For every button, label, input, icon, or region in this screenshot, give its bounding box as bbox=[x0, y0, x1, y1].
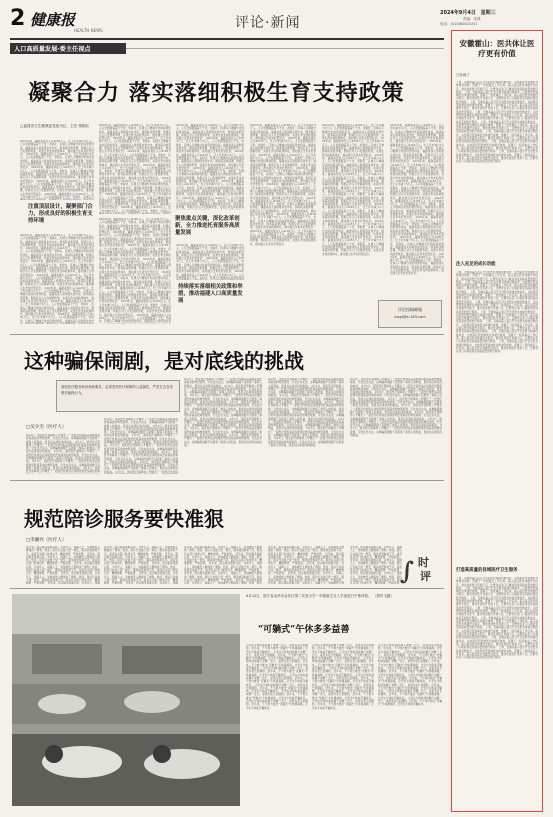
lead-text: 面临医疗服务新形势新要求，必须坚持医疗保障的公益属性，严厉打击各类欺诈骗保行为。 bbox=[61, 385, 173, 395]
article-body-col3: 9月3日，国家医疗保障局公开曝光了一起医疗机构违法违规使用医保基金的典型案例，引发社会关注。这种骗保闹剧不仅损害了参保人的利益，更是对法律底线的挑战。 9月3日，国家医疗保障局公开曝光了一起医疗机构违法违规使用医保基金的典型案例，引发社会关注。这种骗保闹剧不仅损害了参保人的利益，更是对法律底线的挑战。 9月3日，国家医疗保障局公开曝光了一起医疗机构违法违规使用医保基金的典型案例，引发社会关注。这种骗保闹剧不仅损害了参保人的利益，更是对法律底线的挑战。 9月3日，国家医疗保障局公开曝光了一起医疗机构违法违规使用医保基金的典型案例，引发社会关注。这种骗保闹剧不仅损害了参保人的利益，更是对法律底线的挑战。 9月3日，国家医疗保障局公开曝光了一起医疗机构违法违规使用医保基金的典型案例，引发社会关注。这种骗保闹剧不仅损害了参保人的利益，更是对法律底线的挑战。 9月3日，国家医疗保障局公开曝光了一起医疗机构违法违规使用医保基金的典型案例，引发社会关注。这种骗保闹剧不仅损害了参保人的利益，更是对法律底线的挑战。 9月3日，国家医疗保障局公开曝光了一起医疗机构违法违规使用医保基金的典型案例，引发社会关注。这种骗保闹剧不仅损害了参保人的利益，更是对法律底线的挑战。 9月3日，国家医疗保障局公开曝光了一起医疗机构违法违规使用医保基金的典型案例，引发社会关注。这种骗保闹剧不仅损害了参保人的利益，更是对法律底线的挑战。 bbox=[184, 378, 262, 447]
article-body-col5: 9月3日，国家医疗保障局公开曝光了一起医疗机构违法违规使用医保基金的典型案例，引发社会关注。这种骗保闹剧不仅损害了参保人的利益，更是对法律底线的挑战。 9月3日，国家医疗保障局公开曝光了一起医疗机构违法违规使用医保基金的典型案例，引发社会关注。这种骗保闹剧不仅损害了参保人的利益，更是对法律底线的挑战。 9月3日，国家医疗保障局公开曝光了一起医疗机构违法违规使用医保基金的典型案例，引发社会关注。这种骗保闹剧不仅损害了参保人的利益，更是对法律底线的挑战。 9月3日，国家医疗保障局公开曝光了一起医疗机构违法违规使用医保基金的典型案例，引发社会关注。这种骗保闹剧不仅损害了参保人的利益，更是对法律底线的挑战。 9月3日，国家医疗保障局公开曝光了一起医疗机构违法违规使用医保基金的典型案例，引发社会关注。这种骗保闹剧不仅损害了参保人的利益，更是对法律底线的挑战。 9月3日，国家医疗保障局公开曝光了一起医疗机构违法违规使用医保基金的典型案例，引发社会关注。这种骗保闹剧不仅损害了参保人的利益，更是对法律底线的挑战。 9月3日，国家医疗保障局公开曝光了一起医疗机构违法违规使用医保基金的典型案例，引发社会关注。这种骗保闹剧不仅损害了参保人的利益，更是对法律底线的挑战。 9月3日，国家医疗保障局公开曝光了一起医疗机构违法违规使用医保基金的典型案例，引发社会关注。这种骗保闹剧不仅损害了参保人的利益，更是对法律底线的挑战。 bbox=[350, 378, 442, 438]
paper-name: 健康报 bbox=[30, 11, 76, 29]
article-body-col5: 近年来，陪诊服务逐渐兴起，为老年人、残障人士、异地就医人群提供了便利。然而，陪诊行业缺乏统一规范，服务质量参差不齐，亟需有关部门快速出手、精准施策、严格监管。 近年来，陪诊服务逐渐兴起，为老年人、残障人士、异地就医人群提供了便利。然而，陪诊行业缺乏统一规范，服务质量参差不齐，亟需有关部门快速出手、精准施策、严格监管。 近年来，陪诊服务逐渐兴起，为老年人、残障人士、异地就医人群提供了便利。然而，陪诊行业缺乏统一规范，服务质量参差不齐，亟需有关部门快速出手、精准施策、严格监管。 bbox=[350, 546, 402, 584]
weekday: 星期三 bbox=[480, 10, 496, 16]
logo-mark-icon: ∫ bbox=[400, 556, 414, 585]
article-body-col1: 9月3日，国家医疗保障局公开曝光了一起医疗机构违法违规使用医保基金的典型案例，引发社会关注。这种骗保闹剧不仅损害了参保人的利益，更是对法律底线的挑战。 9月3日，国家医疗保障局公开曝光了一起医疗机构违法违规使用医保基金的典型案例，引发社会关注。这种骗保闹剧不仅损害了参保人的利益，更是对法律底线的挑战。 9月3日，国家医疗保障局公开曝光了一起医疗机构违法违规使用医保基金的典型案例，引发社会关注。这种骗保闹剧不仅损害了参保人的利益，更是对法律底线的挑战。 9月3日，国家医疗保障局公开曝光了一起医疗机构违法违规使用医保基金的典型案例，引发社会关注。这种骗保闹剧不仅损害了参保人的利益，更是对法律底线的挑战。 9月3日，国家医疗保障局公开曝光了一起医疗机构违法违规使用医保基金的典 bbox=[26, 434, 100, 474]
article-body-col1: 2023年来，福建省常住人口4183万人，比上年末减少5万人。人口发展面临着少子化、老龄化、区域人口增减分化的趋势性特征。福建省深入贯彻落实党中央、国务院决策部署，积极应对人口发展新形势，完善生育支持政策体系，推动建立生育友好型社会。 2023年来，福建省常住人口4183万人，比上年末减少5万人。人口发展面临着少子化、老龄化、区域人口增减分化的趋势性特征。福建省深入贯彻落实党中央、国务院决策部署，积极应对人口发展新形势，完善生育支持政策体系，推动建立生育友好型社会。 2023年来，福建省常住人口4183万人，比上年末减少5万人。人口发展面临着少子化、老龄化、区域人口增减分化的趋势性特征。福建省深入贯彻落实党中央、国务院决策部署，积极应对人口发展新形势，完善生育支持政策体系，推动建立生育友好型社会。 2023年来，福建省常住人口4183万人，比上年末减少5万人。人口发展面临着少子化、老龄化、区域人口增减分化的趋势性特征。福建省深入贯彻落实党中央、国务院决策部署，积极应对人口发展新形势，完善生育支持政策体系，推动建立生育友好型社会。 2023年来，福建省常住人口4183万人，比上年末减少5万人。人口发展面临着少子化、老龄化、区域人口 bbox=[20, 140, 94, 200]
photo-caption bbox=[246, 594, 442, 599]
article-separator bbox=[10, 480, 444, 481]
section-banner bbox=[10, 43, 126, 54]
article-title: 规范陪诊服务要快准狠 bbox=[24, 507, 224, 531]
article-2 bbox=[10, 338, 444, 478]
article-body-col1: 近年来，陪诊服务逐渐兴起，为老年人、残障人士、异地就医人群提供了便利。然而，陪诊行业缺乏统一规范，服务质量参差不齐，亟需有关部门快速出手、精准施策、严格监管。 近年来，陪诊服务逐渐兴起，为老年人、残障人士、异地就医人群提供了便利。然而，陪诊行业缺乏统一规范，服务质量参差不齐，亟需有关部门快速出手、精准施策、严格监管。 近年来，陪诊服务逐渐兴起，为老年人、残障人士、异地就医人群提供了便利。然而，陪诊行业缺乏统一规范，服务质量参差不齐，亟需有关部门快速出手、精准施策、严格监管。 近年来，陪诊服务逐渐兴起，为老年人、残障人士、异地就医人群提供了便利。然而，陪诊行业缺乏统一规范，服务质量参差不齐，亟需有关部门快速出手、精准施策、严格监管。 近年来，陪诊服务逐渐兴起，为老年人、残障 bbox=[26, 546, 100, 584]
photo-feature bbox=[10, 592, 444, 810]
article-3 bbox=[10, 484, 444, 586]
feature-title: “可躺式”午休多多益善 bbox=[258, 625, 350, 635]
editor-line: 责编：宋燕 bbox=[463, 17, 481, 21]
editor-box-label: 评论投稿邮箱 bbox=[398, 307, 422, 312]
logo-char-1: 时 bbox=[418, 556, 429, 569]
date: 2024年9月4日 bbox=[440, 10, 476, 16]
sidebar-title: 安徽霍山：医共体让医疗更有价值 bbox=[459, 39, 535, 58]
feature-body-col2: 小学生午休时间能躺下来睡一会儿，是很多家长的期盼。近年来，不少地方推出“可躺式”午休课桌椅，让学生午休能平躺休息。 小学生午休时间能躺下来睡一会儿，是很多家长的期盼。近年来，不少地方推出“可躺式”午休课桌椅，让学生午休能平躺休息。 小学生午休时间能躺下来睡一会儿，是很多家长的期盼。近年来，不少地方推出“可躺式”午休课桌椅，让学生午休能平躺休息。 小学生午休时间能躺下来睡一会儿，是很多家长的期盼。近年来，不少地方推出“可躺式”午休课桌椅，让学生午休能平躺休息。 小学生午休时间能躺下来睡一会儿，是很多家长的期盼。近年来，不少地方推出“可躺式”午休课桌椅，让学生午休能平躺休息。 小学生午休时间能躺下来睡一会儿，是很多家长的期盼。近年来，不少地方推出“可躺式”午休课桌椅，让学生午休能平躺休息。 小学生午休时间能躺下来睡一会儿，是很多家长的期盼。近年来，不少地方推出“可躺式”午休课桌椅，让学生午休能平躺休息。 小学生午休时间能躺下来睡一会儿，是很多家长的期盼。近年来，不少地方推出“可躺式”午休课桌椅，让学生午休能平躺休息。 bbox=[312, 644, 374, 710]
column-logo bbox=[400, 550, 444, 584]
sidebar-article[interactable] bbox=[451, 30, 543, 812]
article-body-col3: 2023年来，福建省常住人口4183万人，比上年末减少5万人。人口发展面临着少子化、老龄化、区域人口增减分化的趋势性特征。福建省深入贯彻落实党中央、国务院决策部署，积极应对人口发展新形势，完善生育支持政策体系，推动建立生育友好型社会。 2023年来，福建省常住人口4183万人，比上年末减少5万人。人口发展面临着少子化、老龄化、区域人口增减分化的趋势性特征。福建省深入贯彻落实党中央、国务院决策部署，积极应对人口发展新形势，完善生育支持政策体系，推动建立生育友好型社会。 2023年来，福建省常住人口4183万人，比上年末减少5万人。人口发展面临着少子化、老龄化、区域人口增减分化的趋势性特征。福建省深入贯彻落实党中央、国务院决策部署，积极应对人口发展新形势，完善生育支持政策体系，推动建立生育友好型社会。 2023年来，福建省常住人口4183万人，比上年末减少5万人。人口发展面临着少子化、老龄化、区域人口增减分化的趋势性特征。福建省深入贯彻落实党中央、国务院决策部署，积极应对人口发展新形势，完善生育支持政策体系，推动建立生育友好型社会。 2023年来，福建省常住人口4183万人，比上年末减少5万人。人口发展面临着少子化、老龄化、区域人口增减分化的趋势性特征。福建省深入贯彻落实党中央、国务院决策部署，积极应对人口发展新形势，完善生育支持政策体系，推动建立生育友好型社会。 2023年来，福建省常住人口4183万人，比上年末减少5万人。人口发展面临着少子化、老龄化、区域人口增减分化的趋势性特征。福建省深入贯彻落实党中央、国务院决策部署，积极应对人口发展新形势，完善生育支持政策体 bbox=[176, 124, 244, 210]
caption-credit: （胡肖飞摄） bbox=[372, 594, 394, 598]
article-body-col3b: 2023年来，福建省常住人口4183万人，比上年末减少5万人。人口发展面临着少子化、老龄化、区域人口增减分化的趋势性特征。福建省深入贯彻落实党中央、国务院决策部署，积极应对人口发展新形势，完善生育支持政策体系，推动建立生育友好型社会。 2023年来，福建省常住人口4183万人，比上年末减少5万人。人口发展面临着少子化、老龄化、区域人口增减分化的趋势性特征。福建省深入贯彻落实党中央、国务院决策部署，积极应对人口发展新形势，完善生育支持政策体系，推动建立生育友好型社会。 2023年来，福建省常住人口4183万人，比上年末减少5万人。人口发展面临着少子化、老龄化、区域人口增减分化的趋势性特 bbox=[176, 244, 244, 280]
feature-body-col3: 小学生午休时间能躺下来睡一会儿，是很多家长的期盼。近年来，不少地方推出“可躺式”午休课桌椅，让学生午休能平躺休息。 小学生午休时间能躺下来睡一会儿，是很多家长的期盼。近年来，不少地方推出“可躺式”午休课桌椅，让学生午休能平躺休息。 小学生午休时间能躺下来睡一会儿，是很多家长的期盼。近年来，不少地方推出“可躺式”午休课桌椅，让学生午休能平躺休息。 小学生午休时间能躺下来睡一会儿，是很多家长的期盼。近年来，不少地方推出“可躺式”午休课桌椅，让学生午休能平躺休息。 小学生午休时间能躺下来睡一会儿，是很多家长的期盼。近年来，不少地方推出“可躺式”午休课桌椅，让学生午休能平躺休息。 小学生午休时间能躺下来睡一会儿，是很多家长的期盼。近年来，不少地方推出“可躺式”午休课桌椅，让学生午休能平躺休息。 小学生午休时间能躺下来睡一会儿，是很多家长的期盼。近年来，不少地方推出“可躺式”午休课桌椅，让学生午休能平躺休息。 小学生午休时间能躺下来睡一会儿，是很多家长的期盼。近年来，不少地方推出“可躺式”午休课桌椅，让学生午休能平躺休息。 bbox=[378, 644, 442, 707]
article-author: □李湘亮（医疗人） bbox=[26, 538, 67, 543]
sidebar-author: □孙雨丁 bbox=[456, 73, 470, 77]
logo-char-2: 评 bbox=[420, 570, 431, 583]
article-title: 这种骗保闹剧，是对底线的挑战 bbox=[24, 349, 304, 373]
article-1 bbox=[10, 56, 444, 331]
article-separator bbox=[10, 588, 444, 589]
issue-date bbox=[440, 9, 496, 16]
feature-photo bbox=[12, 594, 240, 806]
article-separator bbox=[10, 334, 444, 335]
editor-box bbox=[378, 300, 442, 328]
sidebar-subhead: 打造高质量的县域医疗卫生服务 bbox=[456, 568, 518, 573]
article-body-col1b: 2023年来，福建省常住人口4183万人，比上年末减少5万人。人口发展面临着少子化、老龄化、区域人口增减分化的趋势性特征。福建省深入贯彻落实党中央、国务院决策部署，积极应对人口发展新形势，完善生育支持政策体系，推动建立生育友好型社会。 2023年来，福建省常住人口4183万人，比上年末减少5万人。人口发展面临着少子化、老龄化、区域人口增减分化的趋势性特征。福建省深入贯彻落实党中央、国务院决策部署，积极应对人口发展新形势，完善生育支持政策体系，推动建立生育友好型社会。 2023年来，福建省常住人口4183万人，比上年末减少5万人。人口发展面临着少子化、老龄化、区域人口增减分化的趋势性特征。福建省深入贯彻落实党中央、国务院决策部署，积极应对人口发展新形势，完善生育支持政策体系，推动建立生育友好型社会。 2023年来，福建省常住人口4183万人，比上年末减少5万人。人口发展面临着少子化、老龄化、区域人口增减分化的趋势性特征。福建省深入贯彻落实党中央、国务院决策部署，积极应对人口发展新形势，完善生育支持政策体系，推动建立生育友好型社会。 2023年来，福建省常住人口4183万人，比上年末减少5万人。人口发展面临着少子化、老龄化、区域人口增减分化的趋势性特征。福建省深入贯彻落实党中央、国务院决策部署，积极应对人口发展新形势，完善生育支持政策体系，推动建立生育友好型社会。 2023年来，福建省常住人口4183万人，比上年末减少5万人。人口发展面临着少子化、老龄化、区域人口增减分化的趋势性特征。福建省深入贯彻落实党中央、国务院决策部署，积极应对人口发展新形势，完善生育支持政策体系，推动建立生育友好型社会。 2023年来，福建省常住人口4183万人，比上年末减少5万人。人口发展面临着少子化、老龄化、区域人口增减分化的趋势性特征。福建省深入贯彻落实党中 bbox=[20, 234, 94, 323]
article-author: □吴少杰（医疗人） bbox=[26, 425, 67, 430]
article-subhead: 持续落实落细相关政策和举措，推动福建人口高质量发展 bbox=[178, 284, 243, 304]
article-body-col2b: 2023年来，福建省常住人口4183万人，比上年末减少5万人。人口发展面临着少子化、老龄化、区域人口增减分化的趋势性特征。福建省深入贯彻落实党中央、国务院决策部署，积极应对人口发展新形势，完善生育支持政策体系，推动建立生育友好型社会。 2023年来，福建省常住人口4183万人，比上年末减少5万人。人口发展面临着少子化、老龄化、区域人口增减分化的趋势性特征。福建省深入贯彻落实党中央、国务院决策部署，积极应对人口发展新形势，完善生育支持政策体系，推动建立生育友好型社会。 2023年来，福建省常住人口4183万人，比上年末减少5万人。人口发展面临着少子化、老龄化、区域人口增减分化的趋势性特征。福建省深入贯彻落实党中央、国务院决策部署，积极应对人口发展新形势，完善生育支持政策体系，推动建立生育友好型社会。 2023年来，福建省常住人口4183万人，比上年末减少5万人。人口发展面临着少子化、老龄化、区域人口增减分化的趋势性特征。福建省深入贯彻落实党中央、国务院决策部署，积极应对人口发展新形势，完善生育支持政策体系，推动建立生育友好型社会。 2023年来，福建省常住人口4183万人，比上年末减少5万人。人口发展面临着少子化、老龄化、区域人口增减分化的趋势性特征。福建省深入贯彻落实党中央、国务院决策部署，积极应对人口发展新形势，完善生育支持政策体系，推动建立生育友好型社会。 2023年来，福建省常住人口4183万人，比上年末减少5万人。人口发展面临着少子化、老龄化、区域人口增减分化的趋势性特征。福建省深入贯彻落实党中央、国务院决策部署，积极应对人口发展新形势，完善生育支持政策体系，推动建立生育友好型社会。 2023年来，福建省常住人口4183万人，比上年末减少5万人。人口发展面临着少子化、老龄化、区域人口增减分化的趋势性特征。福建省深入贯彻落实党中央、国务院决策部署，积极应对人口发展新形势，完善生育支持政策体系，推动建立生育友好型社会。 2023年来，福建省常住人口4183万人，比上年末减少5万人。人口发展面临着少子化、老龄化、区域人口增减分化的趋势性特征。福建省深入贯彻落实党 bbox=[99, 218, 171, 324]
article-title: 凝聚合力 落实落细积极生育支持政策 bbox=[28, 80, 405, 106]
banner-label: 人口高质量发展·委主任视点 bbox=[14, 46, 91, 53]
article-body-col3: 近年来，陪诊服务逐渐兴起，为老年人、残障人士、异地就医人群提供了便利。然而，陪诊行业缺乏统一规范，服务质量参差不齐，亟需有关部门快速出手、精准施策、严格监管。 近年来，陪诊服务逐渐兴起，为老年人、残障人士、异地就医人群提供了便利。然而，陪诊行业缺乏统一规范，服务质量参差不齐，亟需有关部门快速出手、精准施策、严格监管。 近年来，陪诊服务逐渐兴起，为老年人、残障人士、异地就医人群提供了便利。然而，陪诊行业缺乏统一规范，服务质量参差不齐，亟需有关部门快速出手、精准施策、严格监管。 近年来，陪诊服务逐渐兴起，为老年人、残障人士、异地就医人群提供了便利。然而，陪诊行业缺乏统一规范，服务质量参差不齐，亟需有关部门快速出手、精准施策、严格监管。 近年来，陪诊服务逐渐兴起，为老年人、残障人士、异地就医人群提供了便利。然而，陪诊 bbox=[184, 546, 262, 584]
section-title: 评论·新闻 bbox=[235, 15, 301, 31]
article-body-col5: 2023年来，福建省常住人口4183万人，比上年末减少5万人。人口发展面临着少子化、老龄化、区域人口增减分化的趋势性特征。福建省深入贯彻落实党中央、国务院决策部署，积极应对人口发展新形势，完善生育支持政策体系，推动建立生育友好型社会。 2023年来，福建省常住人口4183万人，比上年末减少5万人。人口发展面临着少子化、老龄化、区域人口增减分化的趋势性特征。福建省深入贯彻落实党中央、国务院决策部署，积极应对人口发展新形势，完善生育支持政策体系，推动建立生育友好型社会。 2023年来，福建省常住人口4183万人，比上年末减少5万人。人口发展面临着少子化、老龄化、区域人口增减分化的趋势性特征。福建省深入贯彻落实党中央、国务院决策部署，积极应对人口发展新形势，完善生育支持政策体系，推动建立生育友好型社会。 2023年来，福建省常住人口4183万人，比上年末减少5万人。人口发展面临着少子化、老龄化、区域人口增减分化的趋势性特征。福建省深入贯彻落实党中央、国务院决策部署，积极应对人口发展新形势，完善生育支持政策体系，推动建立生育友好型社会。 2023年来，福建省常住人口4183万人，比上年末减少5万人。人口发展面临着少子化、老龄化、区域人口增减分化的趋势性特征。福建省深入贯彻落实党中央、国务院决策部署，积极应对人口发展新形势，完善生育支持政策体系，推动建立生育友好型社会。 2023年来，福建省常住人口4183万人，比上年末减少5万人。人口发展面临着少子化、老龄化、区域人口增减分化的趋势性特征。福建省深入贯彻落实党中央、国务院决策部署，积极应对人口发展新形势，完善生育支持政策体系，推动建立生育友好型社会。 2023年来，福建省常住人口4183万人，比上年末减少5万人。人口发展面临着少子化、老龄化、区域人口增减分化的趋势性特征。福建省深入贯彻落实党中央、国务院决策部署，积极应对人口发展新形势，完善生育支持政策体系，推动建立生育友好型社会。 2023年来，福建省常住人口4183万人，比上年末减少5万人。人口发展面临着少子化、老龄化、区域人口增减分化的趋势性特征。福建省深入贯彻落实党中央、国务院决策部署，积极应对人口发展新形势，完善生育支持政策体系，推动建立生育友好型社会。 bbox=[322, 124, 384, 256]
article-subhead: 注重顶层设计，凝聚部门合力，形成良好的积极生育支持环境 bbox=[28, 204, 93, 224]
article-body-col4: 近年来，陪诊服务逐渐兴起，为老年人、残障人士、异地就医人群提供了便利。然而，陪诊行业缺乏统一规范，服务质量参差不齐，亟需有关部门快速出手、精准施策、严格监管。 近年来，陪诊服务逐渐兴起，为老年人、残障人士、异地就医人群提供了便利。然而，陪诊行业缺乏统一规范，服务质量参差不齐，亟需有关部门快速出手、精准施策、严格监管。 近年来，陪诊服务逐渐兴起，为老年人、残障人士、异地就医人群提供了便利。然而，陪诊行业缺乏统一规范，服务质量参差不齐，亟需有关部门快速出手、精准施策、严格监管。 近年来，陪诊服务逐渐兴起，为老年人、残障人士、异地就医人群提供了便利。然而，陪诊行业缺乏统一规范，服务质量参差不齐，亟需有关部门快速出手、精准施策、严格监管。 近年来，陪诊服务逐渐兴起，为老年人、残障人士、异地就医人群 bbox=[268, 546, 344, 584]
article-body-col4: 2023年来，福建省常住人口4183万人，比上年末减少5万人。人口发展面临着少子化、老龄化、区域人口增减分化的趋势性特征。福建省深入贯彻落实党中央、国务院决策部署，积极应对人口发展新形势，完善生育支持政策体系，推动建立生育友好型社会。 2023年来，福建省常住人口4183万人，比上年末减少5万人。人口发展面临着少子化、老龄化、区域人口增减分化的趋势性特征。福建省深入贯彻落实党中央、国务院决策部署，积极应对人口发展新形势，完善生育支持政策体系，推动建立生育友好型社会。 2023年来，福建省常住人口4183万人，比上年末减少5万人。人口发展面临着少子化、老龄化、区域人口增减分化的趋势性特征。福建省深入贯彻落实党中央、国务院决策部署，积极应对人口发展新形势，完善生育支持政策体系，推动建立生育友好型社会。 2023年来，福建省常住人口4183万人，比上年末减少5万人。人口发展面临着少子化、老龄化、区域人口增减分化的趋势性特征。福建省深入贯彻落实党中央、国务院决策部署，积极应对人口发展新形势，完善生育支持政策体系，推动建立生育友好型社会。 2023年来，福建省常住人口4183万人，比上年末减少5万人。人口发展面临着少子化、老龄化、区域人口增减分化的趋势性特征。福建省深入贯彻落实党中央、国务院决策部署，积极应对人口发展新形势，完善生育支持政策体系，推动建立生育友好型社会。 2023年来，福建省常住人口4183万人，比上年末减少5万人。人口发展面临着少子化、老龄化、区域人口增减分化的趋势性特征。福建省深入贯彻落实党中央、国务院决策部署，积极应对人口发展新形势，完善生育支持政策体系，推动建立生育友好型社会。 2023年来，福建省常住人口4183万人，比上年末减少5万人。人口发展面临着少子化、老龄化、区域人口增减分化的趋势性特征。福建省深入贯彻落实党中央、国务院决策部署，积极应对人口发展新形势，完善生育支持政策体系，推动建立生育友好型社会。 2023年来，福建省常住人口4183万人，比上年末减少5万人。人口发展面临着少子化、老龄化、区域人口增减分化的趋势性特征。福建省深入贯彻落实党中央、国务院决策部署，积极应对人口发展新形势，完善生育支持政策体系，推动建立生育友好型社会。 bbox=[250, 124, 316, 246]
article-body-col6: 2023年来，福建省常住人口4183万人，比上年末减少5万人。人口发展面临着少子化、老龄化、区域人口增减分化的趋势性特征。福建省深入贯彻落实党中央、国务院决策部署，积极应对人口发展新形势，完善生育支持政策体系，推动建立生育友好型社会。 2023年来，福建省常住人口4183万人，比上年末减少5万人。人口发展面临着少子化、老龄化、区域人口增减分化的趋势性特征。福建省深入贯彻落实党中央、国务院决策部署，积极应对人口发展新形势，完善生育支持政策体系，推动建立生育友好型社会。 2023年来，福建省常住人口4183万人，比上年末减少5万人。人口发展面临着少子化、老龄化、区域人口增减分化的趋势性特征。福建省深入贯彻落实党中央、国务院决策部署，积极应对人口发展新形势，完善生育支持政策体系，推动建立生育友好型社会。 2023年来，福建省常住人口4183万人，比上年末减少5万人。人口发展面临着少子化、老龄化、区域人口增减分化的趋势性特征。福建省深入贯彻落实党中央、国务院决策部署，积极应对人口发展新形势，完善生育支持政策体系，推动建立生育友好型社会。 2023年来，福建省常住人口4183万人，比上年末减少5万人。人口发展面临着少子化、老龄化、区域人口增减分化的趋势性特征。福建省深入贯彻落实党中央、国务院决策部署，积极应对人口发展新形势，完善生育支持政策体系，推动建立生育友好型社会。 2023年来，福建省常住人口4183万人，比上年末减少5万人。人口发展面临着少子化、老龄化、区域人口增减分化的趋势性特征。福建省深入贯彻落实党中央、国务院决策部署，积极应对人口发展新形势，完善生育支持政策体系，推动建立生育友好型社会。 2023年来，福建省常住人口4183万人，比上年末减少5万人。人口发展面临着少子化、老龄化、区域人口增减分化的趋势性特征。福建省深入贯彻落实党中央、国务院决策部署，积极应对人口发展新形势，完善生育支持政策体系，推动建立生育友好型社会。 2023年来，福建省常住人口4183万人，比上年末减少5万人。人口发展面临着少子化、老龄化、区域人口增减分化的趋势性特征。福建省深入贯彻落实党中央、国务院决策部署，积极应对人口发展新形势，完善生育支持政策体系，推动建立生育友好型社会。 bbox=[390, 124, 444, 276]
editor-box-email[interactable]: mzpl@e-163.com bbox=[394, 315, 426, 319]
masthead-rule bbox=[10, 38, 444, 40]
feature-body-col1: 小学生午休时间能躺下来睡一会儿，是很多家长的期盼。近年来，不少地方推出“可躺式”午休课桌椅，让学生午休能平躺休息。 小学生午休时间能躺下来睡一会儿，是很多家长的期盼。近年来，不少地方推出“可躺式”午休课桌椅，让学生午休能平躺休息。 小学生午休时间能躺下来睡一会儿，是很多家长的期盼。近年来，不少地方推出“可躺式”午休课桌椅，让学生午休能平躺休息。 小学生午休时间能躺下来睡一会儿，是很多家长的期盼。近年来，不少地方推出“可躺式”午休课桌椅，让学生午休能平躺休息。 小学生午休时间能躺下来睡一会儿，是很多家长的期盼。近年来，不少地方推出“可躺式”午休课桌椅，让学生午休能平躺休息。 小学生午休时间能躺下来睡一会儿，是很多家长的期盼。近年来，不少地方推出“可躺式”午休课桌椅，让学生午休能平躺休息。 小学生午休时间能躺下来睡一会儿，是很多家长的期盼。近年来，不少地方推出“可躺式”午休课桌椅，让学生午休能平躺休息。 小学生午休时间能躺下来睡一会儿，是很多家长的期盼。近年来，不少地方推出“可躺式”午休课桌椅，让学生午休能平躺休息。 bbox=[246, 644, 308, 710]
article-subhead: 聚焦重点关键，深化改革创新，全力推进托育服务高质量发展 bbox=[175, 216, 240, 236]
page-number: 2 bbox=[10, 6, 26, 31]
article-body-col2: 近年来，陪诊服务逐渐兴起，为老年人、残障人士、异地就医人群提供了便利。然而，陪诊行业缺乏统一规范，服务质量参差不齐，亟需有关部门快速出手、精准施策、严格监管。 近年来，陪诊服务逐渐兴起，为老年人、残障人士、异地就医人群提供了便利。然而，陪诊行业缺乏统一规范，服务质量参差不齐，亟需有关部门快速出手、精准施策、严格监管。 近年来，陪诊服务逐渐兴起，为老年人、残障人士、异地就医人群提供了便利。然而，陪诊行业缺乏统一规范，服务质量参差不齐，亟需有关部门快速出手、精准施策、严格监管。 近年来，陪诊服务逐渐兴起，为老年人、残障人士、异地就医人群提供了便利。然而，陪诊行业缺乏统一规范，服务质量参差不齐，亟需有关部门快速出手、精准施策、严格监管。 近年来，陪诊服务逐渐兴起，为老年人、残障 bbox=[104, 546, 178, 584]
banner-line bbox=[126, 48, 444, 49]
sidebar-body-2: 上周，安徽省霍山县召开全县医共体建设推进会，总结紧密型县域医共体建设成效，部署下一阶段重点工作任务。霍山县以医共体建设为抓手，推动优质医疗资源下沉，让群众在家门口就能享受到高质量的医疗服务。 上周，安徽省霍山县召开全县医共体建设推进会，总结紧密型县域医共体建设成效，部署下一阶段重点工作任务。霍山县以医共体建设为抓手，推动优质医疗资源下沉，让群众在家门口就能享受到高质量的医疗服务。 上周，安徽省霍山县召开全县医共体建设推进会，总结紧密型县域医共体建设成效，部署下一阶段重点工作任务。霍山县以医共体建设为抓手，推动优质医疗资源下沉，让群众在家门口就能享受到高质量的医疗服务。 上周，安徽省霍山县召开全县医共体建设推进会，总结紧密型县域医共体建设成效，部署下一阶段重点工作任务。霍山县以医共体建设为抓手，推动优质医疗资源下沉，让群众在家门口就能享受到高质量的医疗服务。 上周，安徽省霍山县召开全县医共体建设推进会，总结紧密型县域医共体建设成效，部署下一阶段重点工作任务。霍山县以医共体建设为抓手，推动优质医疗资源下沉，让群众在家门口就能享受到高质量的医疗服务。 上周，安徽省霍山县召开全县医共体建设推进会，总结紧密型县域医共体建设成效，部署下一阶段重点工作任务。霍山县以医共体建设为抓手，推动优质医疗资源下沉，让群众在家门口就能享受到高质量的医疗服务。 上周，安徽省霍山县召开全县医共体建设推进会，总结紧密型县域医共体建设成效，部署下一阶段重点工作任务。霍山县以医共体建设为抓手，推动优质医疗资源下沉，让群众在家门口就能享受到高质量的医疗服务。 上周，安徽省霍山县召开全县医共体建设推进会，总结紧密型县域医共体建设成效，部署下一阶段重点工作任务。霍山县以医共体建设为抓手，推动优质医疗资源下沉，让群众在家门口就能享受到高质量的医疗服务。 bbox=[456, 271, 538, 354]
sidebar-body-3: 上周，安徽省霍山县召开全县医共体建设推进会，总结紧密型县域医共体建设成效，部署下一阶段重点工作任务。霍山县以医共体建设为抓手，推动优质医疗资源下沉，让群众在家门口就能享受到高质量的医疗服务。 上周，安徽省霍山县召开全县医共体建设推进会，总结紧密型县域医共体建设成效，部署下一阶段重点工作任务。霍山县以医共体建设为抓手，推动优质医疗资源下沉，让群众在家门口就能享受到高质量的医疗服务。 上周，安徽省霍山县召开全县医共体建设推进会，总结紧密型县域医共体建设成效，部署下一阶段重点工作任务。霍山县以医共体建设为抓手，推动优质医疗资源下沉，让群众在家门口就能享受到高质量的医疗服务。 上周，安徽省霍山县召开全县医共体建设推进会，总结紧密型县域医共体建设成效，部署下一阶段重点工作任务。霍山县以医共体建设为抓手，推动优质医疗资源下沉，让群众在家门口就能享受到高质量的医疗服务。 上周，安徽省霍山县召开全县医共体建设推进会，总结紧密型县域医共体建设成效，部署下一阶段重点工作任务。霍山县以医共体建设为抓手，推动优质医疗资源下沉，让群众在家门口就能享受到高质量的医疗服务。 上周，安徽省霍山县召开全县医共体建设推进会，总结紧密型县域医共体建设成效，部署下一阶段重点工作任务。霍山县以医共体建设为抓手，推动优质医疗资源下沉，让群众在家门口就能享受到高质量的医疗服务。 上周，安徽省霍山县召开全县医共体建设推进会，总结紧密型县域医共体建设成效，部署下一阶段重点工作任务。霍山县以医共体建设为抓手，推动优质医疗资源下沉，让群众在家门口就能享受到高质量的医疗服务。 上周，安徽省霍山县召开全县医共体建设推进会，总结紧密型县域医共体建设成效，部署下一阶段重点工作任务。霍山县以医共体建设为抓手，推动优质医疗资源下沉，让群众在家门口就能享受到高质量的医疗服务。 bbox=[456, 577, 538, 660]
sidebar-body-1: 上周，安徽省霍山县召开全县医共体建设推进会，总结紧密型县域医共体建设成效，部署下一阶段重点工作任务。霍山县以医共体建设为抓手，推动优质医疗资源下沉，让群众在家门口就能享受到高质量的医疗服务。 上周，安徽省霍山县召开全县医共体建设推进会，总结紧密型县域医共体建设成效，部署下一阶段重点工作任务。霍山县以医共体建设为抓手，推动优质医疗资源下沉，让群众在家门口就能享受到高质量的医疗服务。 上周，安徽省霍山县召开全县医共体建设推进会，总结紧密型县域医共体建设成效，部署下一阶段重点工作任务。霍山县以医共体建设为抓手，推动优质医疗资源下沉，让群众在家门口就能享受到高质量的医疗服务。 上周，安徽省霍山县召开全县医共体建设推进会，总结紧密型县域医共体建设成效，部署下一阶段重点工作任务。霍山县以医共体建设为抓手，推动优质医疗资源下沉，让群众在家门口就能享受到高质量的医疗服务。 上周，安徽省霍山县召开全县医共体建设推进会，总结紧密型县域医共体建设成效，部署下一阶段重点工作任务。霍山县以医共体建设为抓手，推动优质医疗资源下沉，让群众在家门口就能享受到高质量的医疗服务。 上周，安徽省霍山县召开全县医共体建设推进会，总结紧密型县域医共体建设成效，部署下一阶段重点工作任务。霍山县以医共体建设为抓手，推动优质医疗资源下沉，让群众在家门口就能享受到高质量的医疗服务。 上周，安徽省霍山县召开全县医共体建设推进会，总结紧密型县域医共体建设成效，部署下一阶段重点工作任务。霍山县以医共体建设为抓手，推动优质医疗资源下沉，让群众在家门口就能享受到高质量的医疗服务。 上周，安徽省霍山县召开全县医共体建设推进会，总结紧密型县域医共体建设成效，部署下一阶段重点工作任务。霍山县以医共体建设为抓手，推动优质医疗资源下沉，让群众在家门口就能享受到高质量的医疗服务。 bbox=[456, 81, 538, 164]
article-body-col2: 2023年来，福建省常住人口4183万人，比上年末减少5万人。人口发展面临着少子化、老龄化、区域人口增减分化的趋势性特征。福建省深入贯彻落实党中央、国务院决策部署，积极应对人口发展新形势，完善生育支持政策体系，推动建立生育友好型社会。 2023年来，福建省常住人口4183万人，比上年末减少5万人。人口发展面临着少子化、老龄化、区域人口增减分化的趋势性特征。福建省深入贯彻落实党中央、国务院决策部署，积极应对人口发展新形势，完善生育支持政策体系，推动建立生育友好型社会。 2023年来，福建省常住人口4183万人，比上年末减少5万人。人口发展面临着少子化、老龄化、区域人口增减分化的趋势性特征。福建省深入贯彻落实党中央、国务院决策部署，积极应对人口发展新形势，完善生育支持政策体系，推动建立生育友好型社会。 2023年来，福建省常住人口4183万人，比上年末减少5万人。人口发展面临着少子化、老龄化、区域人口增减分化的趋势性特征。福建省深入贯彻落实党中央、国务院决策部署，积极应对人口发展新形势，完善生育支持政策体系，推动建立生育友好型社会。 2023年来，福建省常住人口4183万人，比上年末减少5万人。人口发展面临着少子化、老龄化、区域人口增减分化的趋势性特征。福建省深入贯彻落实党中央、国务院决策部署，积极应对人口发展新形势，完善生育支持政策体系，推动建立生育友好型社会。 2023年来，福建省常住人口4183万人，比上年末减少5万人。人口发展面临着少子化、老龄化、区域人口增减分化的趋势性特征。福建省深入贯彻落实党中央、国务院决策部署，积极应对人口发展新形势，完善生育支持政策体系，推动建立生育友好型社会。 2023年来，福建省常住人口4183万人，比上年末减少5万人。人口发展面临着少子化、老龄化、区域人口 bbox=[99, 124, 171, 213]
caption-text: 8月23日，浙江省金华市金东区第二实验小学一年级新生在入学前进行午休体验。 bbox=[246, 594, 372, 598]
article-body-col4: 9月3日，国家医疗保障局公开曝光了一起医疗机构违法违规使用医保基金的典型案例，引发社会关注。这种骗保闹剧不仅损害了参保人的利益，更是对法律底线的挑战。 9月3日，国家医疗保障局公开曝光了一起医疗机构违法违规使用医保基金的典型案例，引发社会关注。这种骗保闹剧不仅损害了参保人的利益，更是对法律底线的挑战。 9月3日，国家医疗保障局公开曝光了一起医疗机构违法违规使用医保基金的典型案例，引发社会关注。这种骗保闹剧不仅损害了参保人的利益，更是对法律底线的挑战。 9月3日，国家医疗保障局公开曝光了一起医疗机构违法违规使用医保基金的典型案例，引发社会关注。这种骗保闹剧不仅损害了参保人的利益，更是对法律底线的挑战。 9月3日，国家医疗保障局公开曝光了一起医疗机构违法违规使用医保基金的典型案例，引发社会关注。这种骗保闹剧不仅损害了参保人的利益，更是对法律底线的挑战。 9月3日，国家医疗保障局公开曝光了一起医疗机构违法违规使用医保基金的典型案例，引发社会关注。这种骗保闹剧不仅损害了参保人的利益，更是对法律底线的挑战。 9月3日，国家医疗保障局公开曝光了一起医疗机构违法违规使用医保基金的典型案例，引发社会关注。这种骗保闹剧不仅损害了参保人的利益，更是对法律底线的挑战。 9月3日，国家医疗保障局公开曝光了一起医疗机构违法违规使用医保基金的典型案例，引发社会关注。这种骗保闹剧不仅损害了参保人的利益，更是对法律底线的挑战。 bbox=[268, 378, 344, 447]
article-author: □福建省卫生健康委党组书记、主任 胡娟红 bbox=[20, 124, 90, 128]
phone-line: 电话：(010)64621311 bbox=[440, 22, 478, 26]
classroom-photo-icon bbox=[12, 594, 240, 806]
lead-box bbox=[56, 380, 180, 412]
article-body-col2: 9月3日，国家医疗保障局公开曝光了一起医疗机构违法违规使用医保基金的典型案例，引发社会关注。这种骗保闹剧不仅损害了参保人的利益，更是对法律底线的挑战。 9月3日，国家医疗保障局公开曝光了一起医疗机构违法违规使用医保基金的典型案例，引发社会关注。这种骗保闹剧不仅损害了参保人的利益，更是对法律底线的挑战。 9月3日，国家医疗保障局公开曝光了一起医疗机构违法违规使用医保基金的典型案例，引发社会关注。这种骗保闹剧不仅损害了参保人的利益，更是对法律底线的挑战。 9月3日，国家医疗保障局公开曝光了一起医疗机构违法违规使用医保基金的典型案例，引发社会关注。这种骗保闹剧不仅损害了参保人的利益，更是对法律底线的挑战。 9月3日，国家医疗保障局公开曝光了一起医疗机构违法违规使用医保基金的典型案例，引发社会关注。这种骗保闹剧不仅损害了参保人的利益，更是对法律底线的挑战。 9月3日，国家医疗保障局公开曝光了一起医疗机构违法违规使用医保基金的典型案例，引发社会关注。这种骗保闹剧不仅损害了参保人的利益，更是对法律底线的挑战。 9月3日，国家医疗保障局公开曝光了一起医疗机构违 bbox=[104, 418, 178, 474]
sidebar-subhead: 注入充足的成长动能 bbox=[456, 262, 496, 267]
paper-name-en: HEALTH NEWS bbox=[74, 28, 103, 33]
